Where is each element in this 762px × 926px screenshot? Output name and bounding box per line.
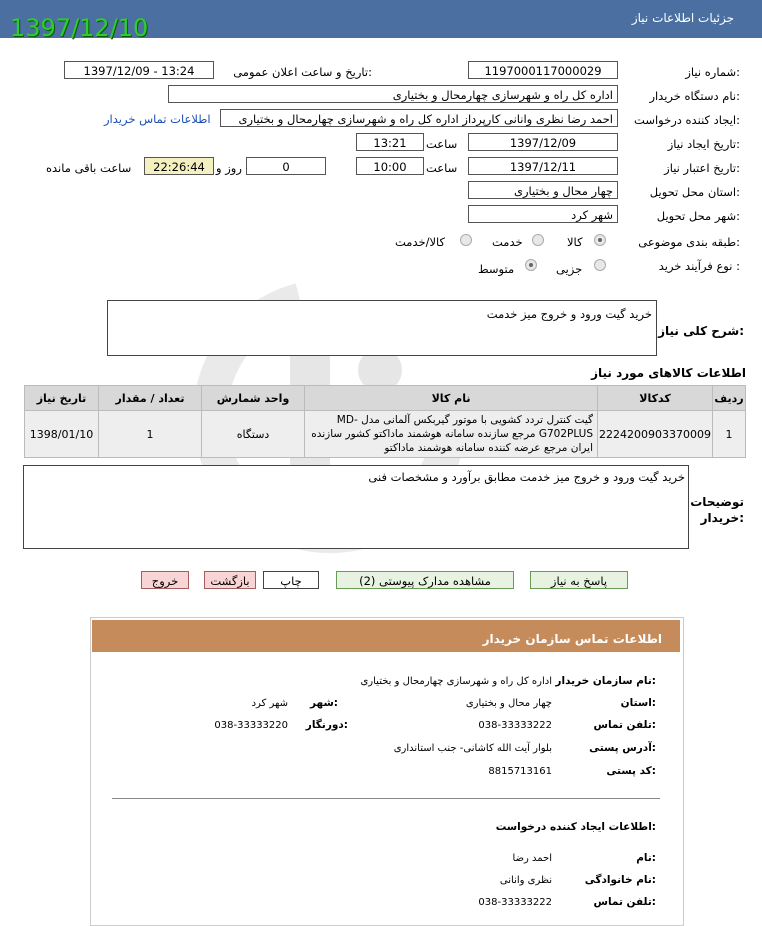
creator-section-title: اطلاعات ایجاد کننده درخواست: xyxy=(495,821,656,833)
contact-divider xyxy=(112,798,660,799)
category-option-both: کالا/خدمت xyxy=(395,235,446,249)
process-label: نوع فرآیند خرید : xyxy=(658,259,740,273)
process-radio-medium[interactable] xyxy=(525,259,537,271)
items-table xyxy=(24,385,746,458)
created-date-field: 1397/12/09 xyxy=(468,133,618,151)
contact-fax-value: 038-33333220 xyxy=(214,720,288,731)
attachments-button[interactable]: مشاهده مدارک پیوستی (2) xyxy=(336,571,514,589)
remaining-time-field: 22:26:44 xyxy=(144,157,214,175)
contact-org-label: نام سازمان خریدار: xyxy=(555,675,656,687)
process-option-minor: جزیی xyxy=(556,262,583,276)
page-title: جزئیات اطلاعات نیاز xyxy=(631,11,734,25)
need-number-label: شماره نیاز: xyxy=(685,65,740,79)
summary-text: خرید گیت ورود و خروج میز خدمت xyxy=(486,307,652,321)
contact-province-label: استان: xyxy=(620,697,656,709)
creator-first-name-label: نام: xyxy=(636,852,656,864)
print-button[interactable]: چاپ xyxy=(263,571,319,589)
category-radio-both[interactable] xyxy=(460,234,472,246)
cell-row: 1 xyxy=(713,411,746,458)
col-code: کدکالا xyxy=(598,386,713,411)
days-label: روز و xyxy=(216,161,242,175)
validity-time-label: ساعت xyxy=(426,161,458,175)
col-row: ردیف xyxy=(713,386,746,411)
creator-phone-value: 038-33333222 xyxy=(478,897,552,908)
announce-label: تاریخ و ساعت اعلان عمومی: xyxy=(233,65,372,79)
validity-date-label: تاریخ اعتبار نیاز: xyxy=(664,161,740,175)
cell-unit: دستگاه xyxy=(202,411,305,458)
city-field: شهر کرد xyxy=(468,205,618,223)
cell-code: 2224200903370009 xyxy=(598,411,713,458)
city-label: شهر محل تحویل: xyxy=(656,209,740,223)
notes-label: توضیحات خریدار: xyxy=(690,495,744,525)
contact-city-value: شهر کرد xyxy=(251,698,288,709)
col-name: نام کالا xyxy=(305,386,598,411)
announce-field: 1397/12/09 - 13:24 xyxy=(64,61,214,79)
contact-fax-label: دورنگار: xyxy=(305,719,348,731)
summary-label: شرح کلی نیاز: xyxy=(658,324,744,338)
contact-address-value: بلوار آیت الله کاشانی- جنب استانداری xyxy=(393,743,552,754)
category-option-goods: کالا xyxy=(567,235,583,249)
table-row xyxy=(25,411,746,458)
buyer-org-label: نام دستگاه خریدار: xyxy=(649,89,740,103)
contact-phone-value: 038-33333222 xyxy=(478,720,552,731)
province-label: استان محل تحویل: xyxy=(649,185,740,199)
contact-address-label: آدرس پستی: xyxy=(589,742,656,754)
province-field: چهار محال و بختیاری xyxy=(468,181,618,199)
created-time-label: ساعت xyxy=(426,137,458,151)
items-title: اطلاعات کالاهای مورد نیاز xyxy=(591,366,746,380)
contact-phone-label: تلفن تماس: xyxy=(593,719,656,731)
category-label: طبقه بندی موضوعی: xyxy=(638,235,740,249)
cell-date: 1398/01/10 xyxy=(25,411,99,458)
contact-province-value: چهار محال و بختیاری xyxy=(465,698,552,709)
reply-button[interactable]: پاسخ به نیاز xyxy=(530,571,628,589)
creator-last-name-label: نام خانوادگی: xyxy=(584,874,656,886)
contact-postal-label: کد پستی: xyxy=(606,765,656,777)
requester-label: ایجاد کننده درخواست: xyxy=(634,113,740,127)
created-date-label: تاریخ ایجاد نیاز: xyxy=(667,137,740,151)
contact-city-label: شهر: xyxy=(310,697,338,709)
process-option-medium: متوسط xyxy=(478,262,515,276)
category-radio-service[interactable] xyxy=(532,234,544,246)
creator-last-name-value: نظری وانانی xyxy=(499,875,552,886)
creator-phone-label: تلفن تماس: xyxy=(593,896,656,908)
creator-first-name-value: احمد رضا xyxy=(512,853,552,864)
cell-qty: 1 xyxy=(99,411,202,458)
process-radio-minor[interactable] xyxy=(594,259,606,271)
category-radio-goods[interactable] xyxy=(594,234,606,246)
contact-postal-value: 8815713161 xyxy=(488,766,552,777)
col-unit: واحد شمارش xyxy=(202,386,305,411)
buyer-contact-link[interactable]: اطلاعات تماس خریدار xyxy=(104,112,211,126)
validity-date-field: 1397/12/11 xyxy=(468,157,618,175)
contact-panel-title: اطلاعات تماس سازمان خریدار xyxy=(482,632,662,646)
category-option-service: خدمت xyxy=(492,235,523,249)
notes-text: خرید گیت ورود و خروج میز خدمت مطابق برآورد و مشخصات فنی xyxy=(368,470,685,484)
remaining-label: ساعت باقی مانده xyxy=(46,161,132,175)
col-qty: تعداد / مقدار xyxy=(99,386,202,411)
cell-name: گیت کنترل تردد کشویی با موتور گیربکس آلمانی مدل -MD G702PLUS مرجع سازنده سامانه هوشمند ماداکتو کشور سازنده ایران مرجع عرضه کننده سامانه هوشمند ماداکتو xyxy=(305,411,598,458)
contact-org-value: اداره کل راه و شهرسازی چهارمحال و بختیاری xyxy=(360,676,552,687)
back-button[interactable]: بازگشت xyxy=(204,571,256,589)
col-date: تاریخ نیاز xyxy=(25,386,99,411)
requester-field: احمد رضا نظری وانانی کارپرداز اداره کل راه و شهرسازی چهارمحال و بختیاری xyxy=(220,109,618,127)
created-time-field: 13:21 xyxy=(356,133,424,151)
days-field: 0 xyxy=(246,157,326,175)
validity-time-field: 10:00 xyxy=(356,157,424,175)
buyer-org-field: اداره کل راه و شهرسازی چهارمحال و بختیاری xyxy=(168,85,618,103)
need-number-field: 1197000117000029 xyxy=(468,61,618,79)
date-stamp: 1397/12/10 xyxy=(10,14,149,42)
exit-button[interactable]: خروج xyxy=(141,571,189,589)
